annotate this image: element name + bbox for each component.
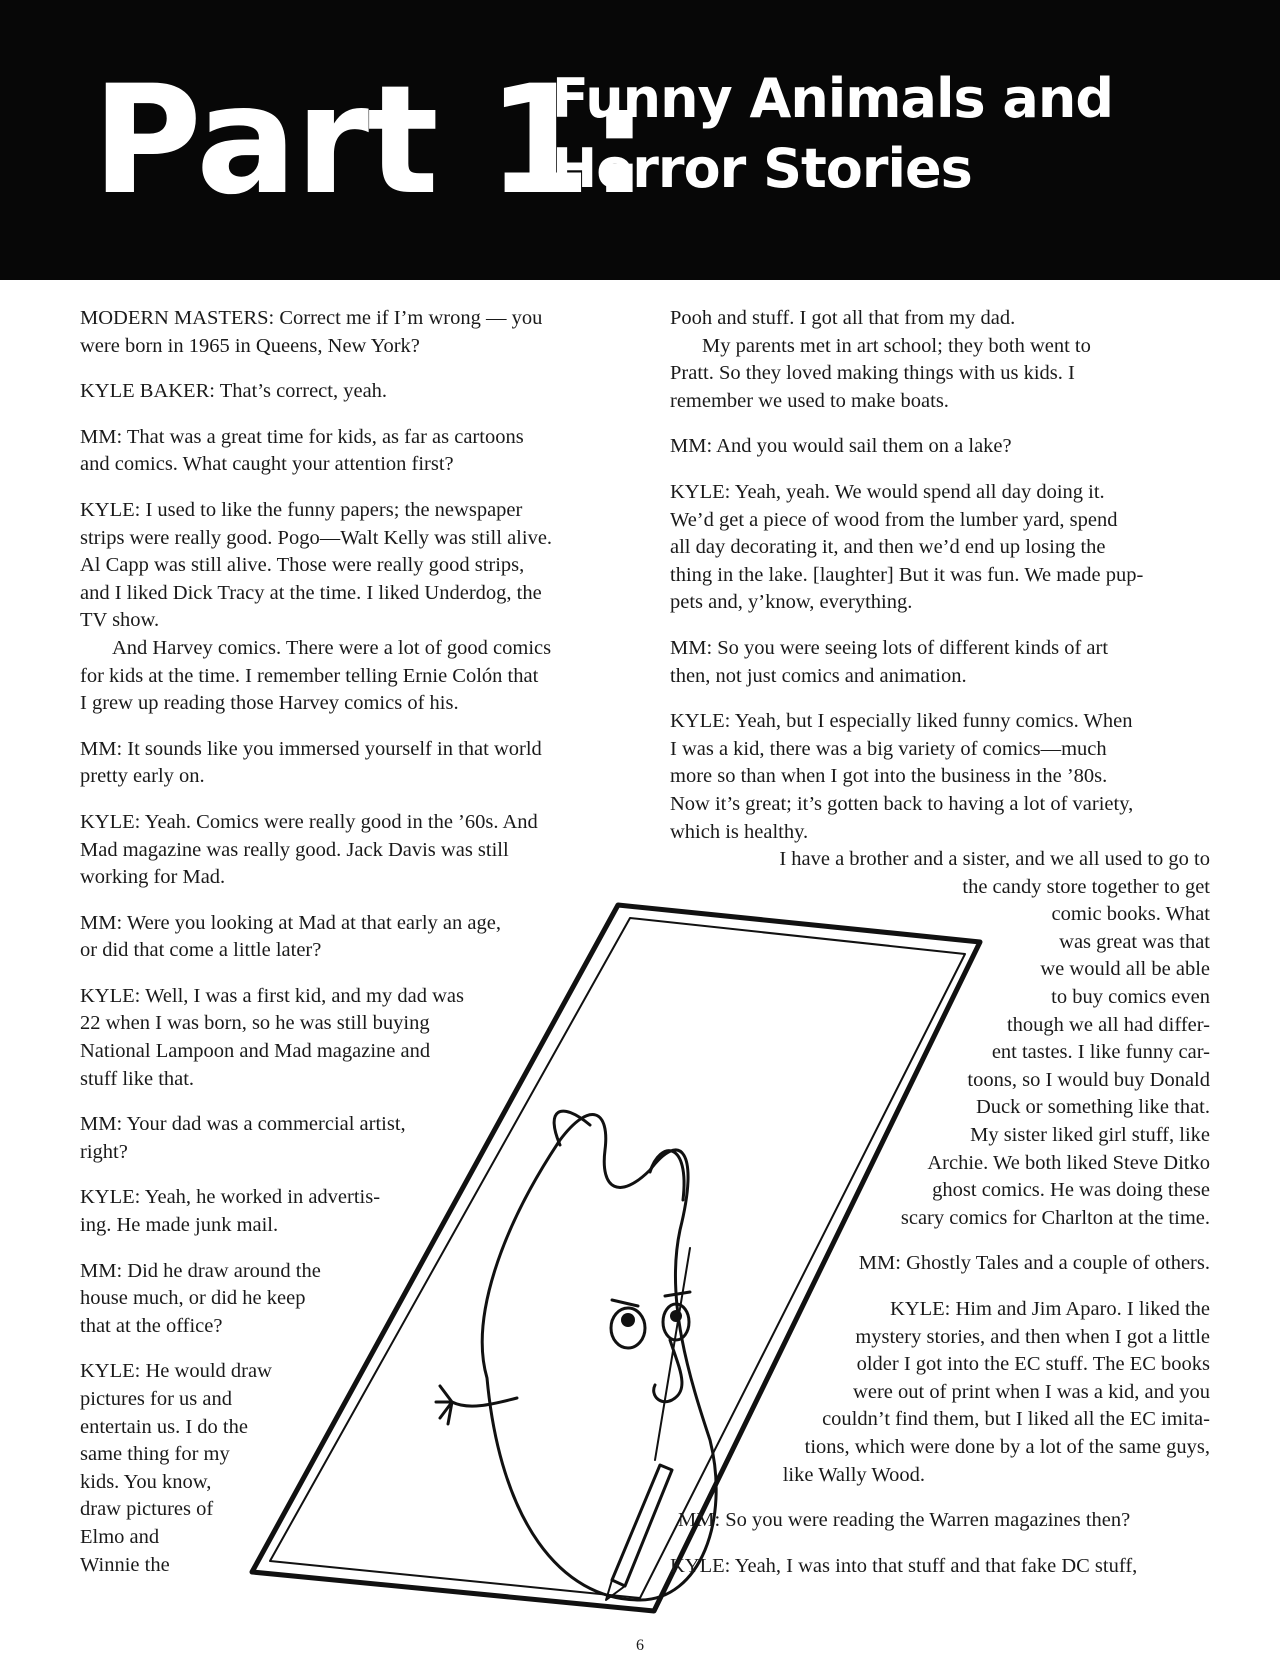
interview-exchange: MM: It sounds like you immersed yourself in that world pretty early on. bbox=[80, 737, 542, 788]
subtitle-line-2: Horror Stories bbox=[552, 137, 972, 200]
interview-exchange: MM: Did he draw around the house much, or did he keep that at the office? bbox=[80, 1259, 321, 1337]
interview-paragraph: Pooh and stuff. I got all that from my dad. bbox=[670, 307, 1016, 329]
interview-exchange: KYLE: Him and Jim Aparo. I liked the mystery stories, and then when I got a little older I got into the EC stuff. The EC books were out of print when I was a kid, and you couldn’t find them, but I liked all the EC imita- tions, which were done by a lot of the same guys, like Wally Wood. bbox=[782, 1298, 1210, 1486]
speaker-label: MM: bbox=[670, 435, 713, 458]
speaker-label: KYLE: bbox=[80, 810, 141, 833]
interview-exchange: MODERN MASTERS: Correct me if I’m wrong — you were born in 1965 in Queens, New York? bbox=[80, 307, 543, 357]
speaker-label: KYLE BAKER: bbox=[80, 380, 215, 403]
left-column bbox=[80, 305, 552, 1597]
interview-exchange: KYLE: Yeah, I was into that stuff and that fake DC stuff, bbox=[670, 1554, 1138, 1577]
interview-exchange: KYLE BAKER: That’s correct, yeah. bbox=[80, 380, 388, 403]
subtitle-line-1: Funny Animals and bbox=[552, 67, 1113, 130]
right-column bbox=[670, 305, 1210, 1598]
speaker-label: KYLE: bbox=[670, 710, 731, 733]
interview-exchange: KYLE: He would draw pictures for us and entertain us. I do the same thing for my kids. You know, draw pictures of Elmo and Winnie the bbox=[80, 1360, 272, 1576]
interview-exchange: MM: So you were reading the Warren magazines then? bbox=[678, 1509, 1131, 1532]
interview-exchange: KYLE: Yeah, he worked in advertis- ing. He made junk mail. bbox=[80, 1186, 381, 1237]
pencil-icon bbox=[612, 1465, 672, 1586]
interview-exchange: MM: And you would sail them on a lake? bbox=[670, 435, 1012, 458]
speaker-label: KYLE: bbox=[890, 1298, 951, 1320]
interview-paragraph: My parents met in art school; they both went to Pratt. So they loved making things with us kids. I remember we used to make boats. bbox=[670, 334, 1091, 412]
page-number: 6 bbox=[636, 1637, 644, 1654]
interview-exchange: MM: That was a great time for kids, as far as cartoons and comics. What caught your attention first? bbox=[80, 425, 524, 476]
speaker-label: KYLE: bbox=[80, 1186, 141, 1209]
speaker-label: KYLE: bbox=[80, 984, 141, 1007]
speaker-label: MM: bbox=[80, 911, 123, 934]
part-number: Part 1: bbox=[92, 54, 648, 228]
speaker-label: MM: bbox=[80, 1259, 123, 1282]
speaker-label: MM: bbox=[678, 1509, 721, 1532]
interview-exchange: KYLE: Yeah. Comics were really good in the ’60s. And Mad magazine was really good. Jack Davis was still working for Mad. bbox=[80, 810, 538, 889]
speaker-label: MM: bbox=[670, 636, 713, 659]
speaker-label: KYLE: bbox=[80, 498, 141, 521]
speaker-label: MM: bbox=[80, 1113, 123, 1136]
speaker-label: KYLE: bbox=[80, 1360, 141, 1383]
speaker-label: MODERN MASTERS: bbox=[80, 307, 275, 329]
interview-paragraph-wrap: I have a brother and a sister, and we all used to go to the candy store together to get comic books. What was great was that we would all be able to buy comics even though we all had differ- ent tastes. I like funny car- toons, so I would buy Donald Duck or something like that. My sister liked girl stuff, like Archie. We both liked Steve Ditko ghost comics. He was doing these scary comics for Charlton at the time. bbox=[779, 848, 1210, 1229]
speaker-label: MM: bbox=[858, 1252, 901, 1275]
interview-exchange: KYLE: I used to like the funny papers; the newspaper strips were really good. Pogo—Walt Kelly was still alive. Al Capp was still alive. Those were really good strips, and I liked Dick Tracy at the time. I liked Underdog, the TV show. bbox=[80, 498, 553, 632]
interview-exchange: MM: Were you looking at Mad at that early an age, or did that come a little later? bbox=[80, 911, 501, 962]
interview-exchange: KYLE: Yeah, yeah. We would spend all day doing it. We’d get a piece of wood from the lumber yard, spend all day decorating it, and then we’d end up losing the thing in the lake. [laughter] But it was fun. We made pup- pets and, y’know, everything. bbox=[670, 480, 1144, 614]
interview-exchange: MM: Your dad was a commercial artist, right? bbox=[80, 1113, 406, 1163]
speaker-label: MM: bbox=[80, 425, 123, 448]
speaker-label: KYLE: bbox=[670, 480, 731, 503]
interview-exchange: KYLE: Well, I was a first kid, and my dad was 22 when I was born, so he was still buying National Lampoon and Mad magazine and stuff like that. bbox=[80, 984, 464, 1090]
interview-exchange: MM: Ghostly Tales and a couple of others. bbox=[858, 1252, 1210, 1275]
interview-exchange: MM: So you were seeing lots of different kinds of art then, not just comics and animation. bbox=[670, 636, 1109, 687]
interview-paragraph: And Harvey comics. There were a lot of good comics for kids at the time. I remember telling Ernie Colón that I grew up reading those Harvey comics of his. bbox=[80, 636, 552, 715]
interview-exchange: KYLE: Yeah, but I especially liked funny comics. When I was a kid, there was a big variety of comics—much more so than when I got into the business in the ’80s. Now it’s great; it’s gotten back to having a lot of variety, which is healthy. bbox=[670, 710, 1134, 843]
speaker-label: KYLE: bbox=[670, 1554, 731, 1577]
speaker-label: MM: bbox=[80, 737, 123, 760]
